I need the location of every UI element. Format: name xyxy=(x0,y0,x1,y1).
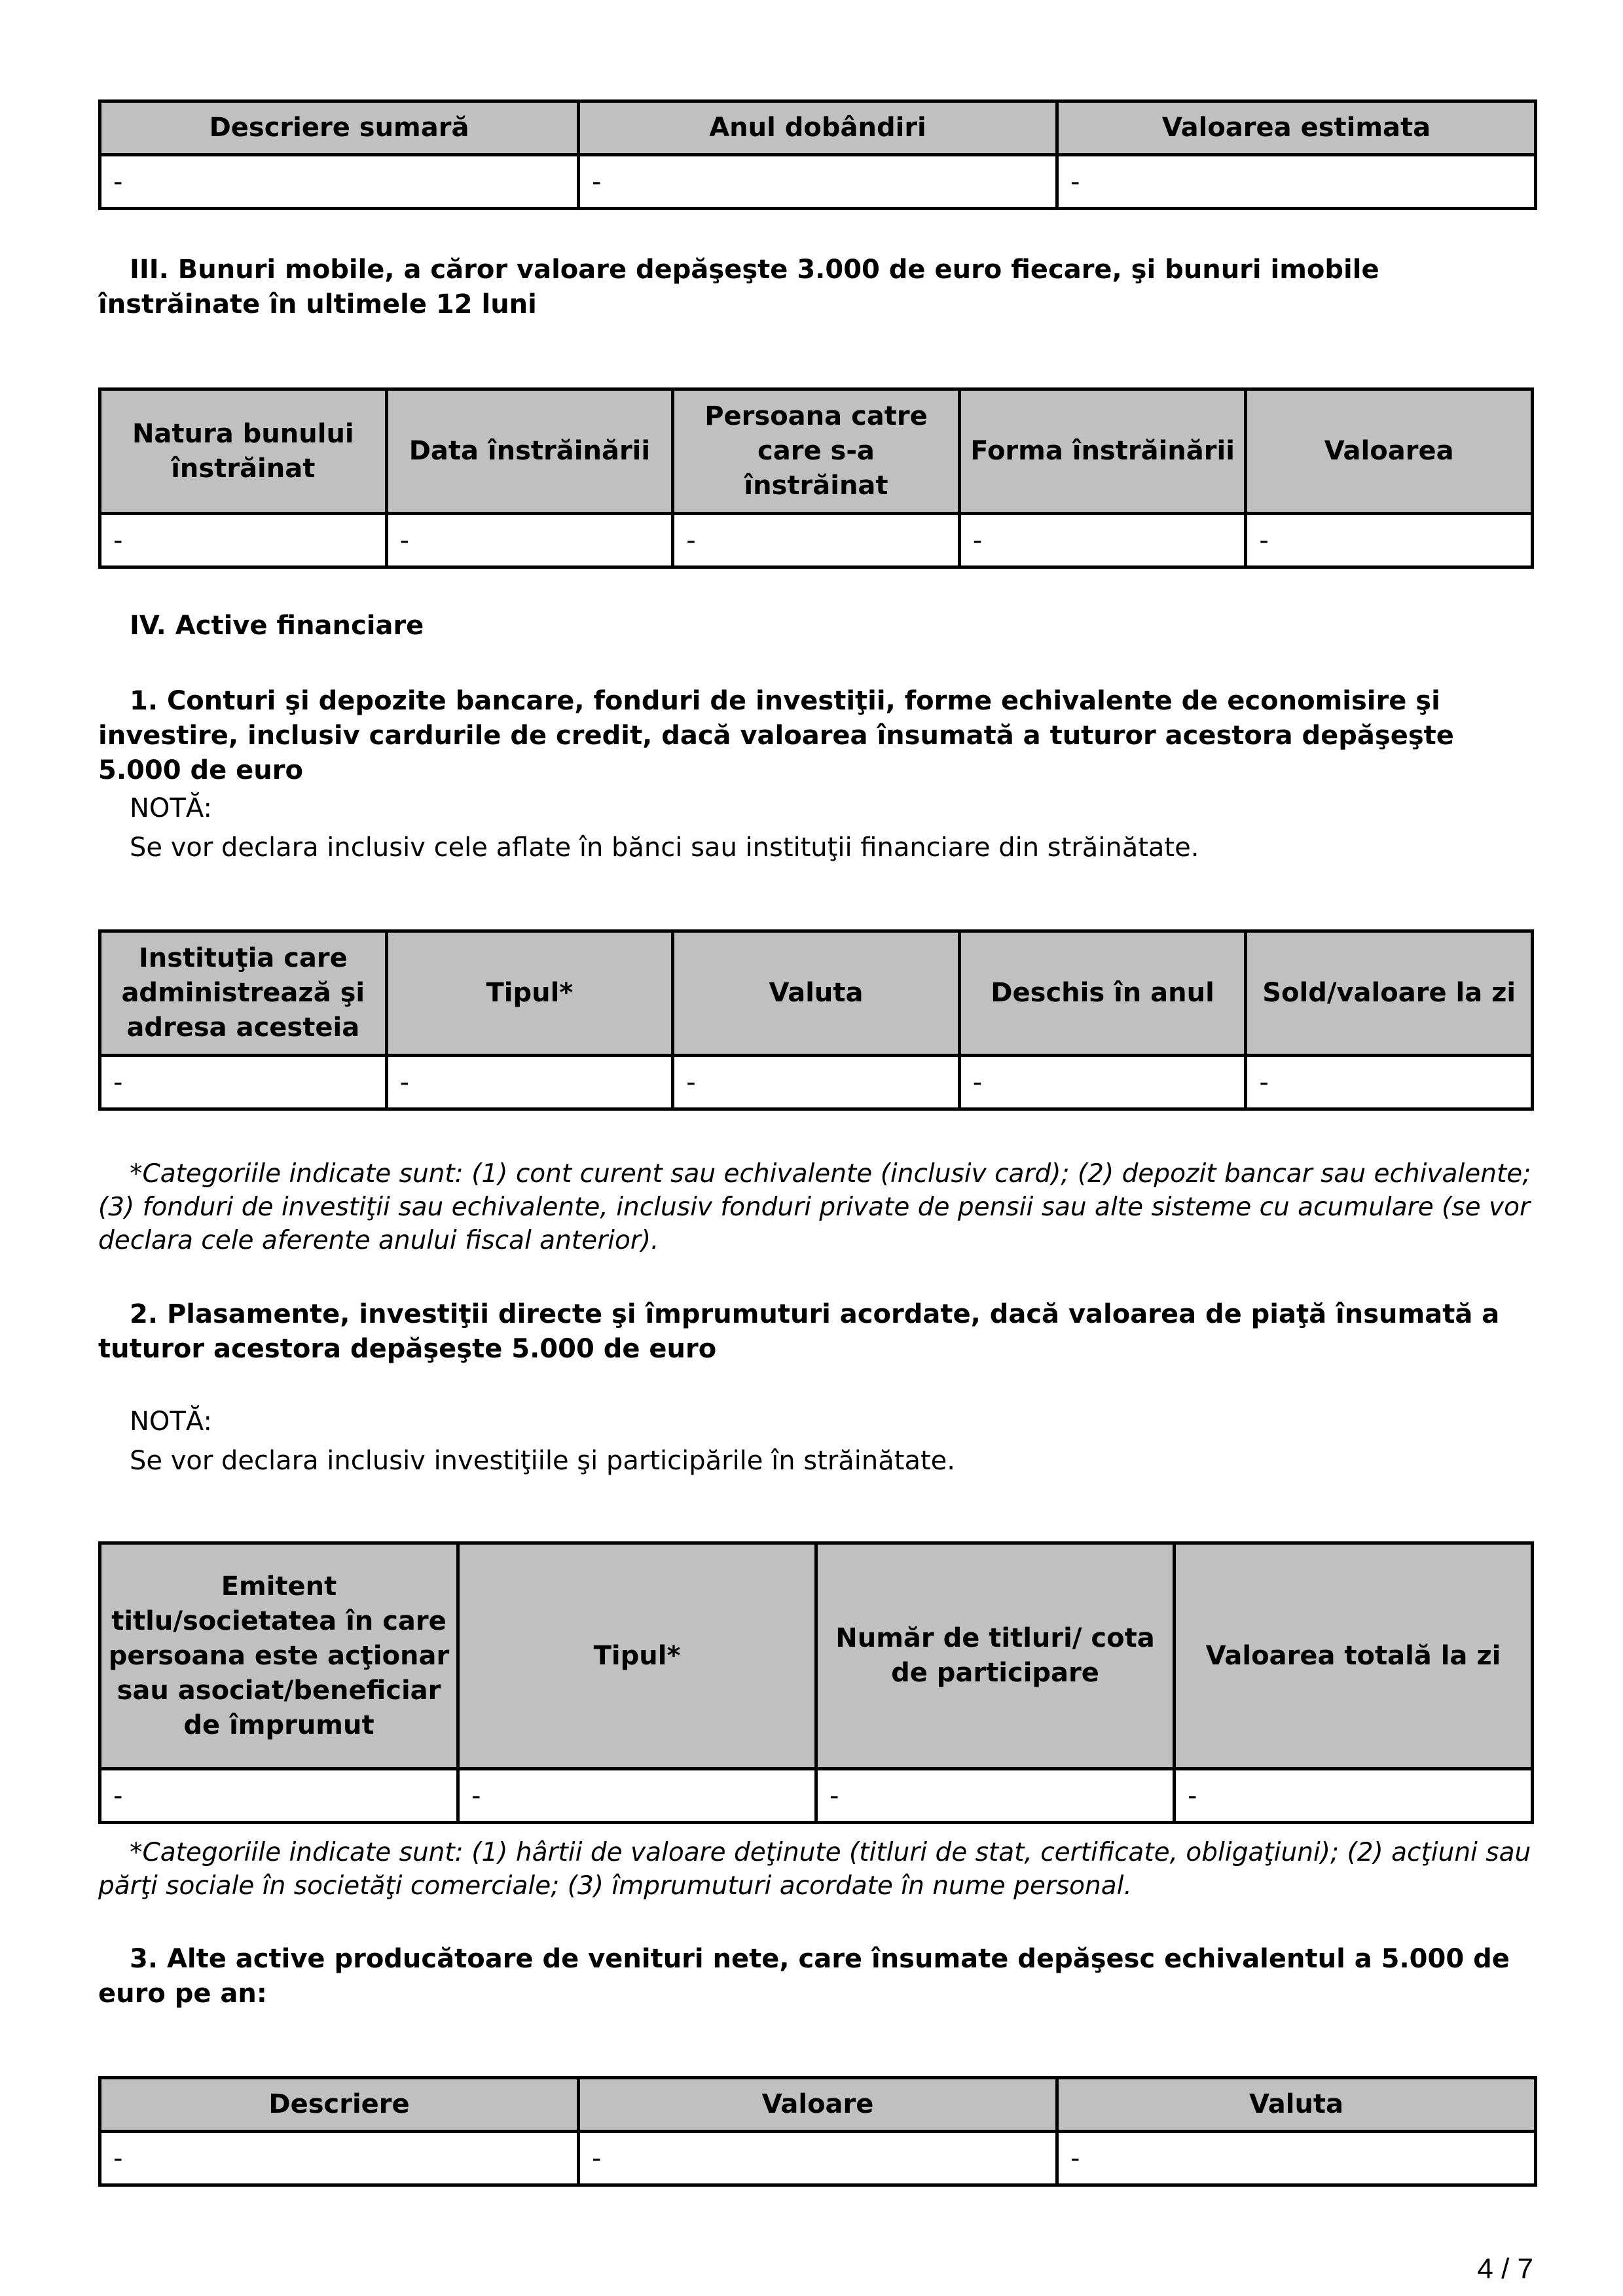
table-header-row xyxy=(100,931,1533,1056)
column-header: Valoarea totală la zi xyxy=(1175,1543,1533,1769)
subsection-3-title: 3. Alte active producătoare de venituri nete, care însumate depăşesc echivalentul a 5.000 de euro pe an: xyxy=(98,1944,1510,2009)
column-header: Număr de titluri/ cota de participare xyxy=(816,1543,1175,1769)
footnote-2: *Categoriile indicate sunt: (1) hârtii de valoare deţinute (titluri de stat, certificate, obligaţiuni); (2) acţiuni sau părţi sociale în societăţi comerciale; (3) împrumuturi acordate în nume personal. xyxy=(98,1838,1531,1901)
table-row xyxy=(100,1769,1533,1823)
table-cell: - xyxy=(100,155,579,209)
subsection-2-title: 2. Plasamente, investiţii directe şi împrumuturi acordate, dacă valoarea de piaţă însumată a tuturor acestora depăşeşte 5.000 de euro xyxy=(98,1299,1500,1364)
table-cell: - xyxy=(458,1769,816,1823)
table-row xyxy=(100,1056,1533,1109)
column-header: Descriere xyxy=(100,2078,579,2132)
investments-table xyxy=(98,1541,1534,1824)
table-cell: - xyxy=(1246,514,1533,567)
table-cell: - xyxy=(816,1769,1175,1823)
column-header: Valoarea estimata xyxy=(1057,101,1536,155)
column-header: Emitent titlu/societatea în care persoana este acţionar sau asociat/beneficiar de împrumut xyxy=(100,1543,458,1769)
table-header-row xyxy=(100,389,1533,514)
note-label: NOTĂ: xyxy=(130,1407,212,1437)
column-header: Tipul* xyxy=(386,931,673,1056)
table-row xyxy=(100,514,1533,567)
section-3-title: III. Bunuri mobile, a căror valoare depăşeşte 3.000 de euro fiecare, şi bunuri imobile înstrăinate în ultimele 12 luni xyxy=(98,255,1379,319)
table-cell: - xyxy=(386,514,673,567)
table-cell: - xyxy=(1057,155,1536,209)
column-header: Anul dobândiri xyxy=(579,101,1057,155)
column-header: Valoarea xyxy=(1246,389,1533,514)
table-header-row xyxy=(100,1543,1533,1769)
column-header: Natura bunului înstrăinat xyxy=(100,389,387,514)
column-header: Valoare xyxy=(579,2078,1057,2132)
table-cell: - xyxy=(100,1769,458,1823)
table-cell: - xyxy=(579,2132,1057,2185)
column-header: Deschis în anul xyxy=(959,931,1246,1056)
page-number: 4 / 7 xyxy=(1477,2253,1533,2285)
table-row xyxy=(100,155,1536,209)
real-estate-table xyxy=(98,99,1537,210)
table-cell: - xyxy=(673,1056,960,1109)
table-cell: - xyxy=(1246,1056,1533,1109)
column-header: Valuta xyxy=(1057,2078,1536,2132)
table-cell: - xyxy=(959,514,1246,567)
column-header: Valuta xyxy=(673,931,960,1056)
table-cell: - xyxy=(673,514,960,567)
table-cell: - xyxy=(386,1056,673,1109)
column-header: Forma înstrăinării xyxy=(959,389,1246,514)
table-header-row xyxy=(100,2078,1536,2132)
table-cell: - xyxy=(959,1056,1246,1109)
table-cell: - xyxy=(100,1056,387,1109)
table-cell: - xyxy=(579,155,1057,209)
note-text: Se vor declara inclusiv cele aflate în bănci sau instituţii financiare din străinătate. xyxy=(130,833,1199,863)
subsection-1-title: 1. Conturi şi depozite bancare, fonduri de investiţii, forme echivalente de economisire şi investire, inclusiv cardurile de credit, dacă valoarea însumată a tuturor acestora depăşeşte 5.000 de euro xyxy=(98,686,1454,785)
column-header: Instituţia care administrează şi adresa acesteia xyxy=(100,931,387,1056)
column-header: Data înstrăinării xyxy=(386,389,673,514)
column-header: Persoana catre care s-a înstrăinat xyxy=(673,389,960,514)
table-cell: - xyxy=(1057,2132,1536,2185)
note-text: Se vor declara inclusiv investiţiile şi participările în străinătate. xyxy=(130,1446,955,1476)
other-assets-table xyxy=(98,2076,1537,2187)
column-header: Descriere sumară xyxy=(100,101,579,155)
table-cell: - xyxy=(100,2132,579,2185)
footnote-1: *Categoriile indicate sunt: (1) cont curent sau echivalente (inclusiv card); (2) depozit bancar sau echivalente; (3) fonduri de investiţii sau echivalente, inclusiv fonduri private de pensii sau alte sisteme cu acumulare (se vor declara cele aferente anului fiscal anterior). xyxy=(98,1159,1531,1255)
note-label: NOTĂ: xyxy=(130,793,212,823)
table-cell: - xyxy=(100,514,387,567)
column-header: Sold/valoare la zi xyxy=(1246,931,1533,1056)
table-row xyxy=(100,2132,1536,2185)
table-cell: - xyxy=(1175,1769,1533,1823)
column-header: Tipul* xyxy=(458,1543,816,1769)
bank-accounts-table xyxy=(98,929,1534,1111)
table-header-row xyxy=(100,101,1536,155)
alienated-assets-table xyxy=(98,387,1534,569)
section-4-title: IV. Active financiare xyxy=(130,611,424,641)
